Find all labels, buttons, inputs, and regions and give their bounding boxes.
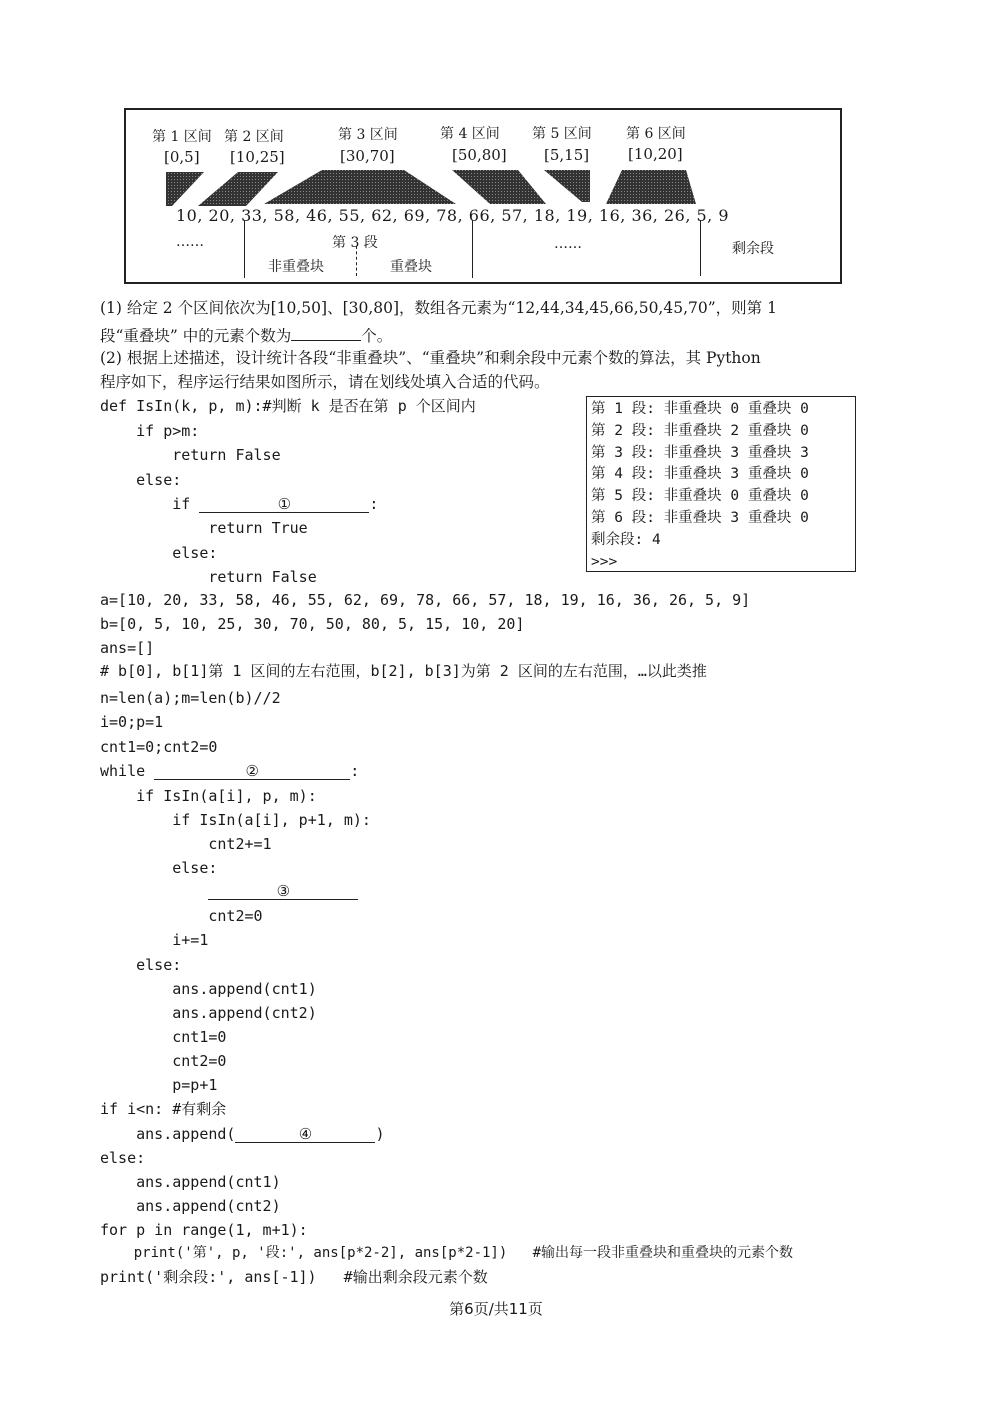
answer-blank-3[interactable] (208, 881, 358, 900)
interval-1-label: 第 1 区间 (152, 129, 212, 145)
interval-4-label: 第 4 区间 (440, 126, 500, 142)
code-line-9: a=[10, 20, 33, 58, 46, 55, 62, 69, 78, 66, 57, 18, 19, 16, 36, 26, 5, 9] (100, 591, 751, 609)
output-line: 第 3 段: 非重叠块 3 重叠块 3 (591, 444, 809, 461)
code-line-31 (100, 1124, 385, 1144)
code-line-4: else: (100, 471, 182, 489)
interval-2-range: [10,25] (230, 148, 285, 166)
page-number: 第6页/共11页 (449, 1300, 543, 1318)
code-line-16 (100, 761, 359, 781)
code-line-23: i+=1 (100, 931, 209, 949)
question-1-line-1: (1) 给定 2 个区间依次为[10,50]、[30,80]，数组各元素为“12,44,34,45,66,50,45,70”，则第 1 (100, 299, 777, 317)
code-line-24: else: (100, 956, 182, 974)
code-line-35: for p in range(1, m+1): (100, 1221, 308, 1239)
code-line-1: def IsIn(k, p, m):#判断 k 是否在第 p 个区间内 (100, 397, 476, 415)
interval-diagram (124, 108, 842, 284)
divider-seg3-end (472, 220, 473, 278)
code-line-14: i=0;p=1 (100, 713, 164, 731)
code-line-22: cnt2=0 (100, 907, 263, 925)
non-overlap-label: 非重叠块 (268, 259, 324, 275)
code-line-8: return False (100, 568, 317, 586)
code-line-15: cnt1=0;cnt2=0 (100, 738, 218, 756)
remainder-label: 剩余段 (732, 241, 774, 257)
array-elements: 10, 20, 33, 58, 46, 55, 62, 69, 78, 66, 57, 18, 19, 16, 36, 26, 5, 9 (176, 206, 730, 225)
question-1-prefix: 段“重叠块” 中的元素个数为 (100, 327, 292, 345)
code-indent (100, 882, 208, 900)
divider-remainder (700, 220, 701, 276)
dots-left: …… (176, 234, 204, 250)
interval-3-range: [30,70] (340, 147, 395, 165)
code-append-call: ans.append( (100, 1125, 236, 1143)
output-prompt: >>> (591, 553, 618, 570)
code-if-keyword: if (100, 495, 200, 513)
divider-left (244, 220, 245, 278)
interval-1-range: [0,5] (164, 148, 200, 166)
question-2-line-1: (2) 根据上述描述，设计统计各段“非重叠块”、“重叠块”和剩余段中元素个数的算法，其 Python (100, 349, 761, 367)
code-line-26: ans.append(cnt2) (100, 1004, 317, 1022)
interval-4-range: [50,80] (452, 146, 507, 164)
code-line-28: cnt2=0 (100, 1052, 227, 1070)
blank-4-marker: ④ (298, 1125, 313, 1143)
interval-6-range: [10,20] (628, 145, 683, 163)
code-line-32: else: (100, 1149, 146, 1167)
output-line: 第 5 段: 非重叠块 0 重叠块 0 (591, 488, 809, 505)
output-line: 第 2 段: 非重叠块 2 重叠块 0 (591, 422, 809, 439)
code-line-12: # b[0], b[1]第 1 区间的左右范围，b[2], b[3]为第 2 区间的左右范围，…以此类推 (100, 662, 707, 680)
interval-5-range: [5,15] (544, 146, 590, 164)
output-line: 第 4 段: 非重叠块 3 重叠块 0 (591, 466, 809, 483)
code-line-18: if IsIn(a[i], p+1, m): (100, 811, 371, 829)
interval-5-shape (544, 170, 590, 202)
code-line-3: return False (100, 446, 281, 464)
interval-6-label: 第 6 区间 (626, 126, 686, 142)
overlap-label: 重叠块 (390, 259, 432, 275)
code-line-37: print('剩余段:', ans[-1]) #输出剩余段元素个数 (100, 1268, 488, 1286)
code-line-25: ans.append(cnt1) (100, 980, 317, 998)
code-colon: : (369, 495, 379, 513)
interval-1-shape (166, 172, 204, 206)
code-line-36: print('第', p, '段:', ans[p*2-2], ans[p*2-1]) #输出每一段非重叠块和重叠块的元素个数 (100, 1245, 794, 1261)
code-line-11: ans=[] (100, 639, 155, 657)
question-1-line-2 (100, 322, 392, 346)
code-while-keyword: while (100, 762, 155, 780)
code-line-33: ans.append(cnt1) (100, 1173, 281, 1191)
blank-3-marker: ③ (276, 882, 291, 900)
dots-mid: …… (554, 236, 582, 252)
interval-4-shape (452, 170, 546, 204)
interval-6-shape (606, 170, 696, 204)
interval-2-label: 第 2 区间 (224, 129, 284, 145)
code-line-20: else: (100, 859, 218, 877)
code-line-10: b=[0, 5, 10, 25, 30, 70, 50, 80, 5, 15, 10, 20] (100, 615, 525, 633)
interval-3-shape (264, 170, 456, 204)
code-line-13: n=len(a);m=len(b)//2 (100, 689, 281, 707)
answer-blank-4[interactable] (235, 1124, 375, 1143)
code-line-2: if p>m: (100, 422, 200, 440)
code-line-19: cnt2+=1 (100, 835, 272, 853)
interval-3-label: 第 3 区间 (338, 127, 398, 143)
output-line: 第 1 段: 非重叠块 0 重叠块 0 (591, 401, 809, 417)
code-line-30: if i<n: #有剩余 (100, 1100, 227, 1118)
interval-5-label: 第 5 区间 (532, 126, 592, 142)
code-colon: : (350, 762, 360, 780)
blank-2-marker: ② (245, 762, 259, 780)
code-line-5 (100, 494, 378, 514)
interval-2-shape (198, 172, 278, 206)
code-line-21 (100, 881, 358, 901)
output-line: 第 6 段: 非重叠块 3 重叠块 0 (591, 509, 809, 526)
code-close-paren: ) (375, 1125, 385, 1143)
answer-blank-q1[interactable] (291, 322, 361, 341)
question-2-line-2: 程序如下，程序运行结果如图所示，请在划线处填入合适的代码。 (100, 373, 550, 391)
question-1-suffix: 个。 (361, 327, 393, 345)
answer-blank-2[interactable] (154, 761, 350, 780)
code-line-27: cnt1=0 (100, 1028, 227, 1046)
segment-3-label: 第 3 段 (332, 235, 378, 251)
code-line-34: ans.append(cnt2) (100, 1197, 281, 1215)
code-line-7: else: (100, 544, 218, 562)
blank-1-marker: ① (277, 495, 292, 513)
program-output (586, 396, 856, 572)
output-line: 剩余段: 4 (591, 531, 661, 548)
code-line-29: p=p+1 (100, 1076, 218, 1094)
code-line-6: return True (100, 519, 308, 537)
answer-blank-1[interactable] (199, 494, 369, 513)
code-line-17: if IsIn(a[i], p, m): (100, 787, 317, 805)
